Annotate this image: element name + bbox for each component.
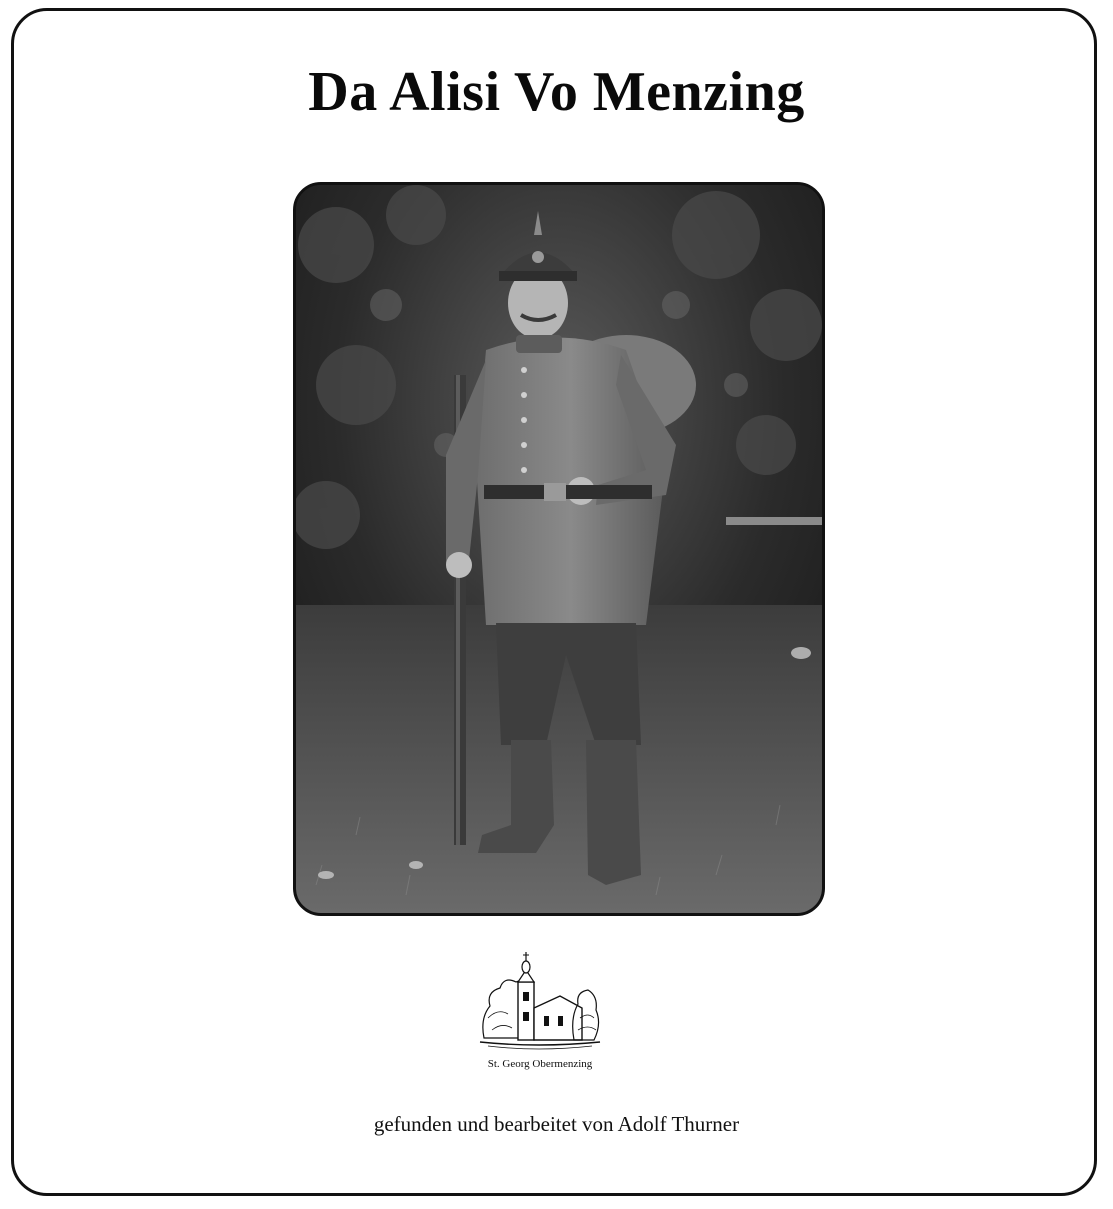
cover-title: Da Alisi Vo Menzing — [308, 61, 805, 123]
logo-caption: St. Georg Obermenzing — [487, 1058, 593, 1070]
soldier-photo — [293, 182, 825, 916]
author-credit: gefunden und bearbeitet von Adolf Thurner — [373, 1112, 740, 1136]
church-icon — [478, 948, 602, 1052]
soldier-photo-illustration — [296, 185, 822, 913]
